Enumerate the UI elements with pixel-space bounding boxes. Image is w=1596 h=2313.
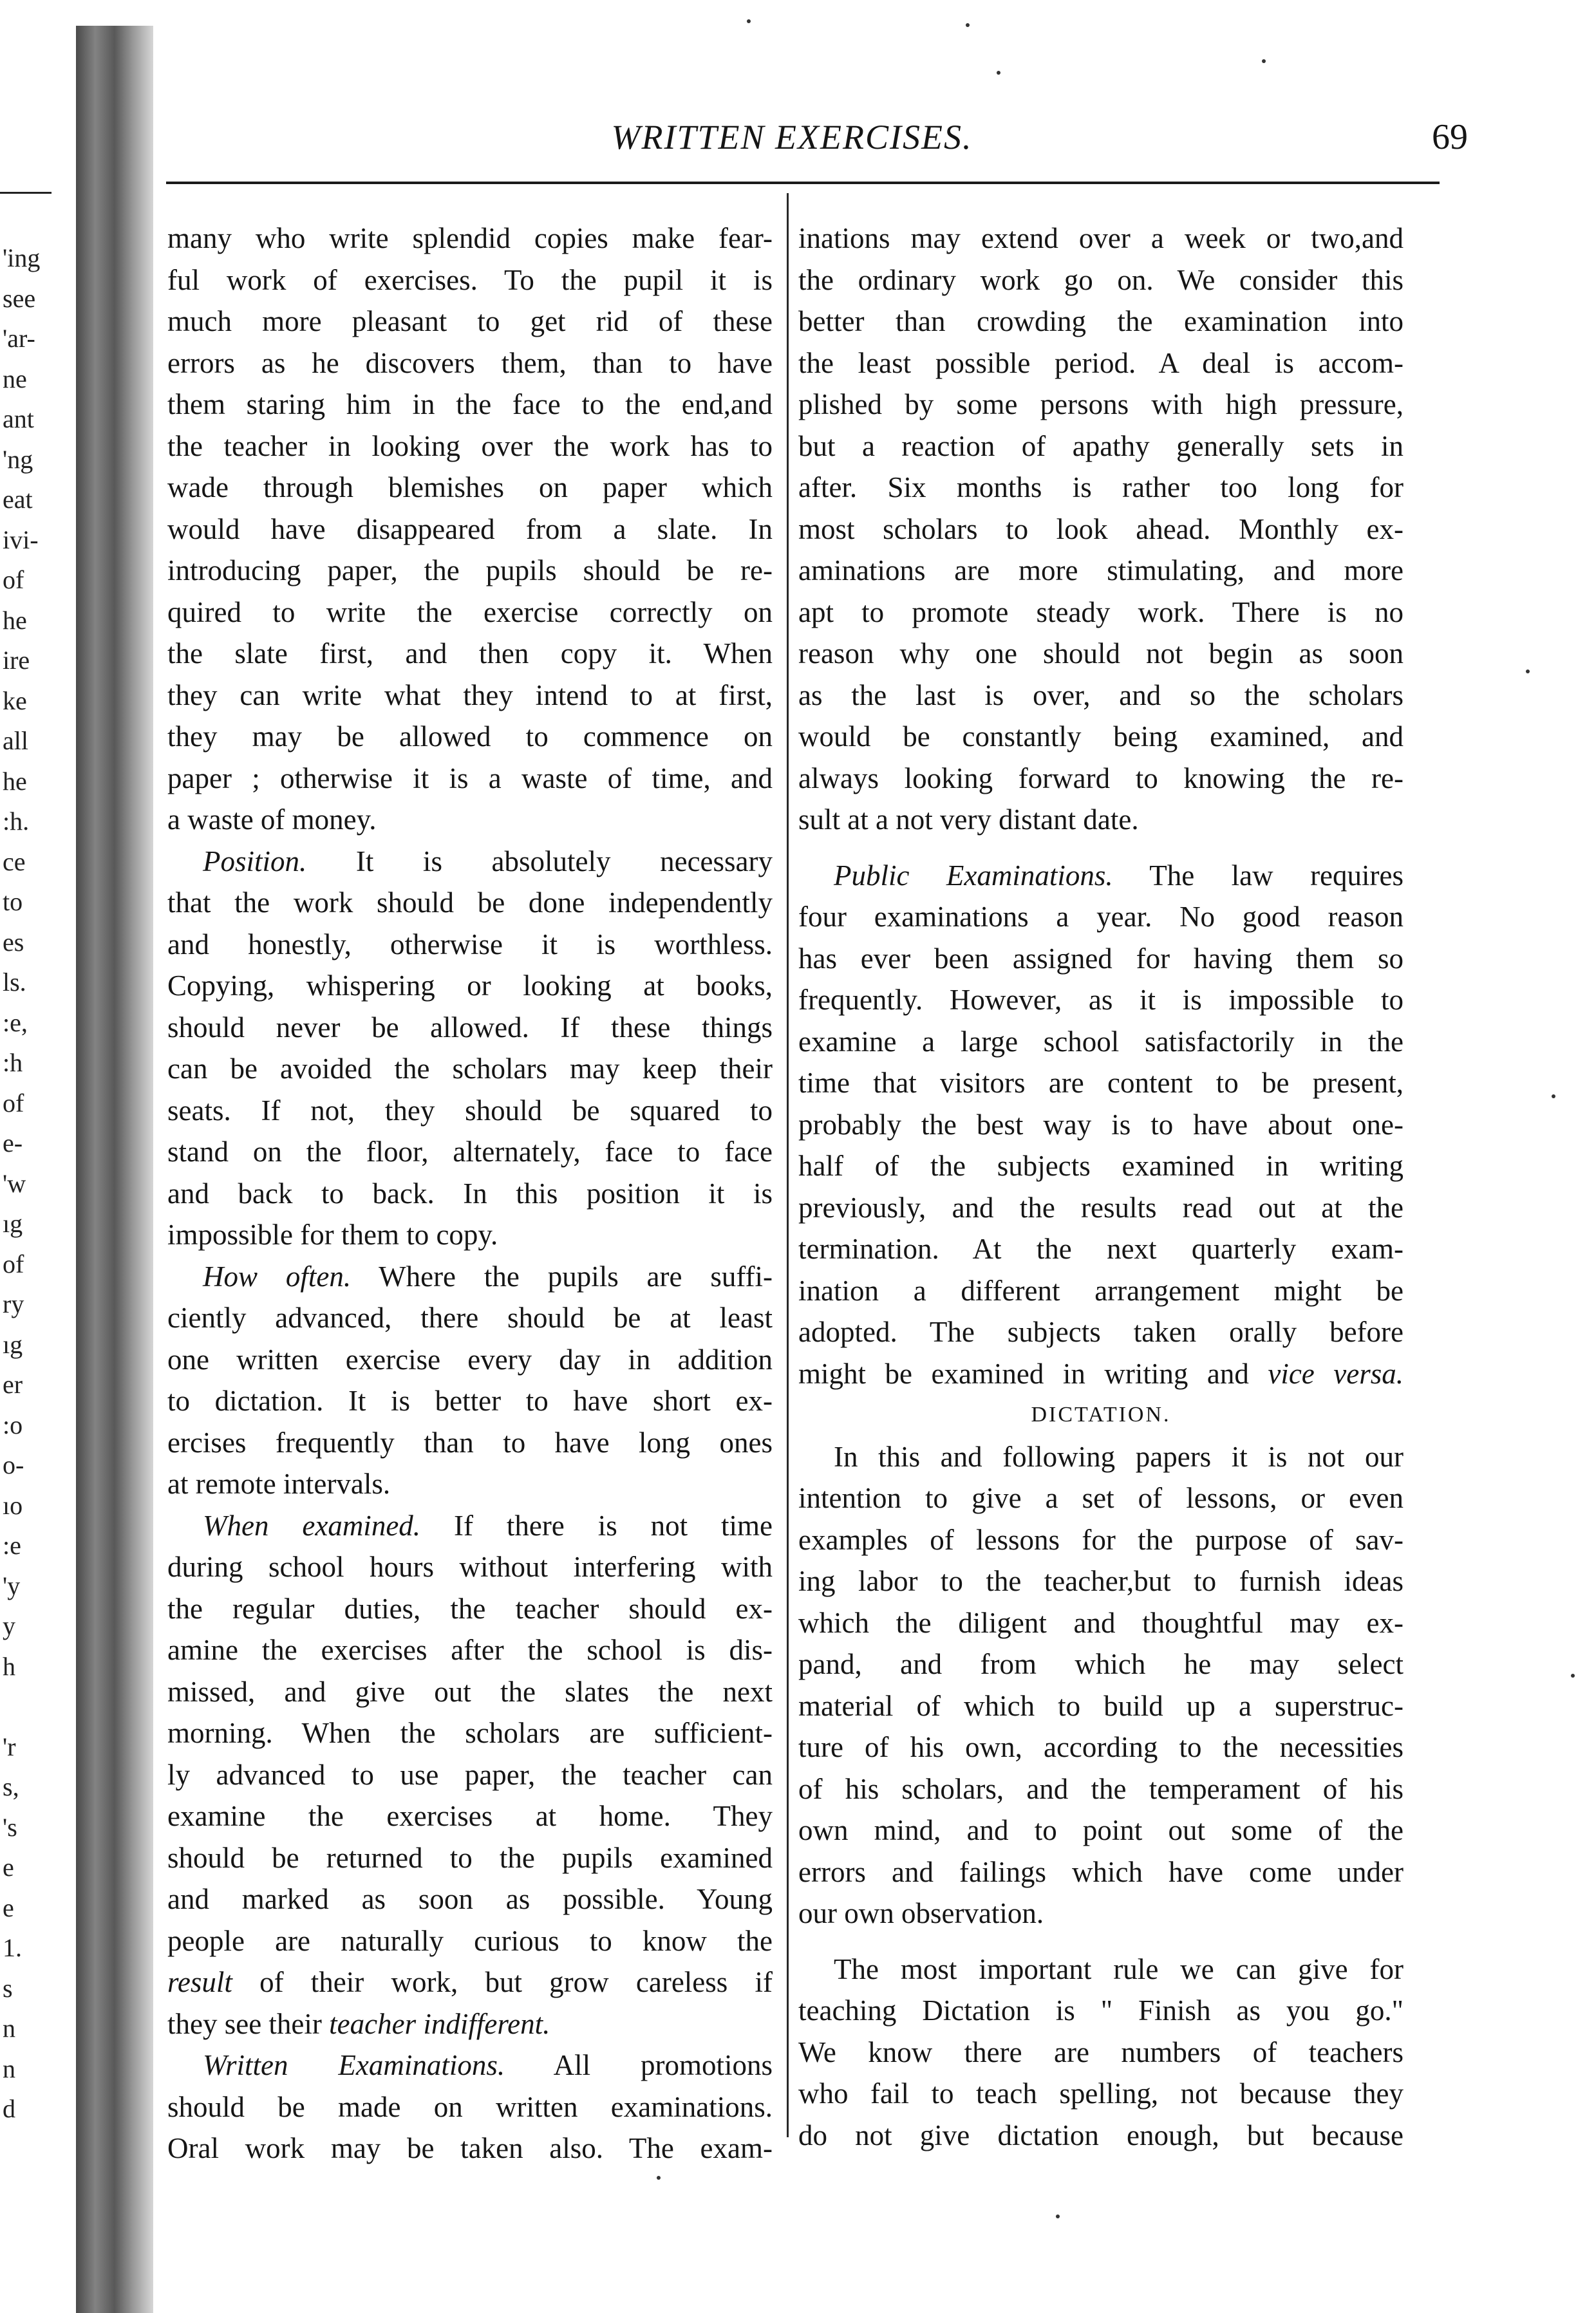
emphasis-result: result bbox=[167, 1966, 232, 1998]
margin-fragment: ce bbox=[3, 847, 26, 876]
margin-fragment: :h. bbox=[3, 807, 30, 836]
text-line: ly advanced to use paper, the teacher can bbox=[167, 1758, 773, 1791]
text-line: should be returned to the pupils examined bbox=[167, 1841, 773, 1874]
text-line: and marked as soon as possible. Young bbox=[167, 1883, 773, 1915]
text-line: examine the exercises at home. They bbox=[167, 1800, 773, 1832]
text-line: amine the exercises after the school is dis- bbox=[167, 1634, 773, 1666]
text-line-result bbox=[167, 1962, 773, 2003]
page-number: 69 bbox=[1432, 117, 1468, 157]
paragraph-public-examinations-start bbox=[798, 855, 1404, 897]
margin-fragment: :o bbox=[3, 1410, 23, 1439]
margin-fragment: 'r bbox=[3, 1732, 16, 1761]
text-line: plished by some persons with high pressure, bbox=[798, 388, 1404, 420]
text-line: that the work should be done independently bbox=[167, 886, 773, 919]
text-line: after. Six months is rather too long for bbox=[798, 471, 1404, 503]
text-line: but a reaction of apathy generally sets in bbox=[798, 429, 1404, 462]
text-line: adopted. The subjects taken orally before bbox=[798, 1316, 1404, 1348]
text-line: reason why one should not begin as soon bbox=[798, 637, 1404, 670]
text-line: the regular duties, the teacher should ex- bbox=[167, 1592, 773, 1625]
text-line: time that visitors are content to be present, bbox=[798, 1067, 1404, 1099]
text-line: people are naturally curious to know the bbox=[167, 1924, 773, 1957]
text-line: one written exercise every day in addition bbox=[167, 1343, 773, 1376]
paragraph-gap bbox=[798, 1934, 1404, 1949]
margin-fragment: eat bbox=[3, 485, 33, 514]
text-line: intention to give a set of lessons, or even bbox=[798, 1482, 1404, 1514]
margin-fragment: h bbox=[3, 1651, 15, 1681]
margin-fragment: ıg bbox=[3, 1209, 23, 1238]
margin-fragment: 's bbox=[3, 1812, 17, 1842]
text-line: and back to back. In this position it is bbox=[167, 1177, 773, 1210]
emphasis-teacher-indifferent: teacher indifferent. bbox=[329, 2007, 550, 2040]
margin-fragment: 1. bbox=[3, 1933, 22, 1962]
scan-speck bbox=[1526, 670, 1530, 673]
text-line: stand on the floor, alternately, face to face bbox=[167, 1136, 773, 1168]
margin-fragment: he bbox=[3, 605, 27, 635]
text-line: Oral work may be taken also. The exam- bbox=[167, 2132, 773, 2164]
text-line: they may be allowed to commence on bbox=[167, 720, 773, 753]
left-column bbox=[167, 218, 773, 2169]
text-line: the ordinary work go on. We consider this bbox=[798, 263, 1404, 296]
facing-page-fragments bbox=[3, 238, 73, 2130]
text-line: much more pleasant to get rid of these bbox=[167, 305, 773, 337]
text-line: quired to write the exercise correctly on bbox=[167, 595, 773, 628]
text-line: should never be allowed. If these things bbox=[167, 1011, 773, 1044]
text-line: at remote intervals. bbox=[167, 1468, 391, 1500]
margin-fragment: ke bbox=[3, 686, 27, 715]
margin-fragment: see bbox=[3, 283, 36, 313]
margin-rule bbox=[0, 192, 52, 194]
running-head: WRITTEN EXERCISES. bbox=[611, 118, 973, 156]
text-line: ture of his own, according to the necessities bbox=[798, 1731, 1404, 1763]
margin-fragment: to bbox=[3, 887, 23, 916]
binding-gutter bbox=[76, 26, 153, 2313]
margin-fragment: d bbox=[3, 2094, 15, 2123]
text-line: morning. When the scholars are sufficient- bbox=[167, 1717, 773, 1749]
text-line: pand, and from which he may select bbox=[798, 1648, 1404, 1680]
margin-fragment: of bbox=[3, 1249, 24, 1278]
margin-fragment: y bbox=[3, 1611, 15, 1640]
text-run: of their work, but grow careless if bbox=[259, 1966, 773, 1998]
text-line: impossible for them to copy. bbox=[167, 1219, 498, 1251]
text-line: during school hours without interfering with bbox=[167, 1551, 773, 1583]
scan-speck bbox=[1552, 1094, 1555, 1098]
margin-fragment: ry bbox=[3, 1289, 24, 1318]
text-line: would have disappeared from a slate. In bbox=[167, 512, 773, 545]
margin-fragment: o- bbox=[3, 1450, 24, 1479]
text-line: own mind, and to point out some of the bbox=[798, 1814, 1404, 1846]
text-run: they see their bbox=[167, 2007, 322, 2040]
paragraph-position-start bbox=[167, 841, 773, 883]
text-run: Where the pupils are suffi- bbox=[379, 1260, 773, 1293]
text-line: can be avoided the scholars may keep their bbox=[167, 1053, 773, 1085]
margin-fragment: he bbox=[3, 766, 27, 796]
text-line: should be made on written examinations. bbox=[167, 2090, 773, 2123]
text-line: aminations are more stimulating, and more bbox=[798, 554, 1404, 586]
text-line: ciently advanced, there should be at least bbox=[167, 1302, 773, 1334]
text-line: they can write what they intend to at first, bbox=[167, 679, 773, 711]
margin-fragment: 'ng bbox=[3, 444, 33, 474]
text-line: We know there are numbers of teachers bbox=[798, 2036, 1404, 2068]
text-line: sult at a not very distant date. bbox=[798, 803, 1139, 836]
margin-fragment: s bbox=[3, 1973, 13, 2003]
margin-fragment: n bbox=[3, 2054, 15, 2083]
margin-fragment: :h bbox=[3, 1048, 23, 1077]
text-line: ercises frequently than to have long ones bbox=[167, 1426, 773, 1459]
right-column bbox=[798, 218, 1404, 2156]
margin-fragment: ire bbox=[3, 646, 30, 675]
margin-fragment: of bbox=[3, 565, 24, 594]
paragraph-gap bbox=[798, 841, 1404, 855]
margin-fragment: e bbox=[3, 1893, 14, 1922]
scan-speck bbox=[1262, 59, 1266, 63]
text-line: four examinations a year. No good reason bbox=[798, 901, 1404, 933]
margin-fragment: 'y bbox=[3, 1571, 21, 1600]
text-line: as the last is over, and so the scholars bbox=[798, 679, 1404, 711]
text-line: Copying, whispering or looking at books, bbox=[167, 969, 773, 1002]
margin-fragment: ant bbox=[3, 404, 34, 433]
margin-fragment: 'ar- bbox=[3, 324, 35, 353]
margin-fragment: e bbox=[3, 1853, 14, 1882]
text-run: It is absolutely necessary bbox=[355, 845, 773, 877]
text-line: ination a different arrangement might be bbox=[798, 1274, 1404, 1307]
text-line: better than crowding the examination into bbox=[798, 305, 1404, 337]
text-line: many who write splendid copies make fear- bbox=[167, 222, 773, 254]
scan-speck bbox=[657, 2176, 661, 2180]
text-line: to dictation. It is better to have short ex- bbox=[167, 1385, 773, 1417]
margin-fragment: :e, bbox=[3, 1007, 28, 1037]
text-line: and honestly, otherwise it is worthless. bbox=[167, 928, 773, 960]
text-line: previously, and the results read out at the bbox=[798, 1191, 1404, 1224]
text-line: a waste of money. bbox=[167, 803, 377, 836]
text-line: examine a large school satisfactorily in the bbox=[798, 1025, 1404, 1058]
margin-fragment: er bbox=[3, 1370, 23, 1399]
text-line: apt to promote steady work. There is no bbox=[798, 595, 1404, 628]
text-line: probably the best way is to have about one- bbox=[798, 1108, 1404, 1141]
text-line: missed, and give out the slates the next bbox=[167, 1675, 773, 1708]
text-line: them staring him in the face to the end,and bbox=[167, 388, 773, 420]
text-line: of his scholars, and the temperament of his bbox=[798, 1772, 1404, 1805]
header-rule bbox=[166, 182, 1440, 184]
text-run: The law requires bbox=[1149, 859, 1404, 892]
margin-fragment: es bbox=[3, 927, 24, 957]
scan-speck bbox=[747, 19, 751, 23]
text-line: introducing paper, the pupils should be re- bbox=[167, 554, 773, 586]
text-line: who fail to teach spelling, not because they bbox=[798, 2077, 1404, 2110]
paragraph-when-examined-start bbox=[167, 1505, 773, 1547]
lead-written-examinations: Written Examinations. bbox=[203, 2049, 505, 2081]
text-run: If there is not time bbox=[453, 1509, 773, 1542]
text-line: The most important rule we can give for bbox=[834, 1952, 1404, 1985]
scan-speck bbox=[1571, 1674, 1575, 1678]
lead-how-often: How often. bbox=[203, 1260, 352, 1293]
margin-fragment: all bbox=[3, 726, 28, 755]
emphasis-vice-versa: vice versa. bbox=[1268, 1357, 1404, 1390]
scan-speck bbox=[966, 23, 970, 27]
margin-fragment bbox=[3, 1687, 73, 1727]
text-line: paper ; otherwise it is a waste of time, and bbox=[167, 762, 773, 794]
margin-fragment: :e bbox=[3, 1531, 21, 1560]
margin-fragment: ls. bbox=[3, 968, 26, 997]
margin-fragment: ne bbox=[3, 364, 27, 393]
text-line: which the diligent and thoughtful may ex- bbox=[798, 1606, 1404, 1639]
text-line-vice-versa bbox=[798, 1353, 1404, 1395]
section-heading-dictation: DICTATION. bbox=[1031, 1403, 1171, 1427]
lead-public-examinations: Public Examinations. bbox=[834, 859, 1113, 892]
text-line: half of the subjects examined in writing bbox=[798, 1150, 1404, 1182]
text-line: errors and failings which have come under bbox=[798, 1855, 1404, 1888]
text-line: the least possible period. A deal is accom- bbox=[798, 346, 1404, 379]
text-line: inations may extend over a week or two,and bbox=[798, 222, 1404, 254]
text-run: might be examined in writing and bbox=[798, 1357, 1249, 1390]
paragraph-how-often-start bbox=[167, 1256, 773, 1298]
text-line: ful work of exercises. To the pupil it is bbox=[167, 263, 773, 296]
lead-position: Position. bbox=[203, 845, 307, 877]
margin-fragment: s, bbox=[3, 1772, 19, 1801]
margin-fragment: of bbox=[3, 1088, 24, 1118]
text-run: All promotions bbox=[553, 2049, 773, 2081]
lead-when-examined: When examined. bbox=[203, 1509, 421, 1542]
text-line: In this and following papers it is not our bbox=[834, 1440, 1404, 1473]
text-line: always looking forward to knowing the re- bbox=[798, 762, 1404, 794]
text-line-indifferent bbox=[167, 2003, 773, 2045]
margin-fragment: ıg bbox=[3, 1329, 23, 1359]
scan-speck bbox=[997, 71, 1000, 75]
margin-fragment: 'w bbox=[3, 1168, 26, 1198]
scan-speck bbox=[1056, 2215, 1060, 2218]
margin-fragment: 'ing bbox=[3, 243, 41, 272]
text-line: do not give dictation enough, but because bbox=[798, 2119, 1404, 2151]
text-line: material of which to build up a superstruc- bbox=[798, 1689, 1404, 1722]
column-rule bbox=[787, 193, 789, 2137]
paragraph-written-examinations-start bbox=[167, 2045, 773, 2086]
margin-fragment: e- bbox=[3, 1128, 23, 1157]
text-line: our own observation. bbox=[798, 1897, 1044, 1929]
text-line: teaching Dictation is " Finish as you go." bbox=[798, 1994, 1404, 2027]
text-line: has ever been assigned for having them so bbox=[798, 942, 1404, 975]
text-line: would be constantly being examined, and bbox=[798, 720, 1404, 753]
text-line: the teacher in looking over the work has to bbox=[167, 429, 773, 462]
margin-fragment: n bbox=[3, 2014, 15, 2043]
text-line: errors as he discovers them, than to have bbox=[167, 346, 773, 379]
text-line: wade through blemishes on paper which bbox=[167, 471, 773, 503]
text-line: termination. At the next quarterly exam- bbox=[798, 1233, 1404, 1265]
text-line: frequently. However, as it is impossible to bbox=[798, 984, 1404, 1016]
text-line: examples of lessons for the purpose of sav- bbox=[798, 1523, 1404, 1556]
margin-fragment: ıo bbox=[3, 1490, 23, 1520]
text-line: ing labor to the teacher,but to furnish ideas bbox=[798, 1565, 1404, 1597]
text-line: seats. If not, they should be squared to bbox=[167, 1094, 773, 1127]
margin-fragment: ivi- bbox=[3, 525, 39, 554]
text-line: the slate first, and then copy it. When bbox=[167, 637, 773, 670]
text-line: most scholars to look ahead. Monthly ex- bbox=[798, 512, 1404, 545]
